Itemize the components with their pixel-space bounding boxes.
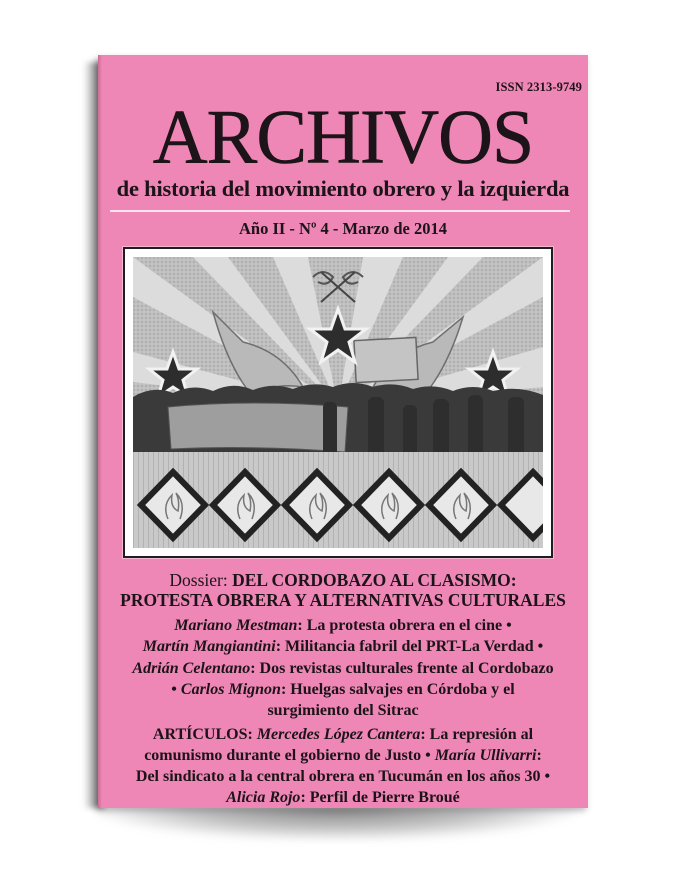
article-author: Mercedes López Cantera xyxy=(256,726,421,743)
article-title: Del sindicato a la central obrera en Tucumán en los años 30 • xyxy=(135,768,551,785)
entry-title: Militancia fabril del PRT-La Verdad xyxy=(285,638,534,656)
article-author: María Ullivarri xyxy=(434,747,537,764)
cover-illustration xyxy=(133,257,543,548)
issn-label: ISSN 2313-9749 xyxy=(495,80,582,94)
article-author: Alicia Rojo xyxy=(226,789,301,806)
entry-title: Huelgas salvajes en Córdoba y el xyxy=(290,680,515,698)
dossier-entry: Martín Mangiantini: Militancia fabril del PRT-La Verdad • xyxy=(142,638,544,656)
dossier-title-line2: PROTESTA OBRERA Y ALTERNATIVAS CULTURALES xyxy=(120,590,566,610)
dossier-label: Dossier: xyxy=(169,570,228,590)
book-cover xyxy=(98,55,588,808)
articles-section: ARTÍCULOS: Mercedes López Cantera: La represión al comunismo durante el gobierno de Justo • María Ullivarri: Del sindicato a la central obrera en Tucumán en los años 30 • Alicia Rojo: Perfil de Pierre Broué xyxy=(98,724,588,808)
dossier-entry-continuation: surgimiento del Sitrac xyxy=(267,702,419,720)
issue-line: Año II - Nº 4 - Marzo de 2014 xyxy=(238,219,447,238)
dossier-title-line1: DEL CORDOBAZO AL CLASISMO: xyxy=(227,570,517,590)
dossier-entries xyxy=(98,615,588,721)
divider-rule xyxy=(110,210,570,212)
journal-title: ARCHIVOS xyxy=(152,94,534,180)
entry-author: Mariano Mestman xyxy=(174,617,298,634)
dossier-entry: Adrián Celentano: Dos revistas culturales frente al Cordobazo xyxy=(132,659,554,677)
journal-subtitle: de historia del movimiento obrero y la izquierda xyxy=(116,176,570,201)
article-title: comunismo durante el gobierno de Justo • xyxy=(144,747,435,764)
entry-author: Carlos Mignon xyxy=(180,680,281,698)
article-title: : Perfil de Pierre Broué xyxy=(300,789,460,806)
entry-author: Adrián Celentano xyxy=(132,659,251,677)
articles-label: ARTÍCULOS: xyxy=(152,726,257,743)
entry-title: Dos revistas culturales frente al Cordobazo xyxy=(259,659,554,677)
dossier-heading xyxy=(98,570,588,610)
cover-illustration-frame xyxy=(123,247,553,558)
book-shadow-bottom xyxy=(96,806,576,840)
entry-title: La protesta obrera en el cine xyxy=(306,617,503,634)
entry-author: Martín Mangiantini xyxy=(142,638,276,656)
article-title: : La represión al xyxy=(420,726,534,743)
dossier-entry: Mariano Mestman: La protesta obrera en el cine • xyxy=(174,617,512,634)
dossier-entry: • Carlos Mignon: Huelgas salvajes en Córdoba y el xyxy=(171,680,515,698)
